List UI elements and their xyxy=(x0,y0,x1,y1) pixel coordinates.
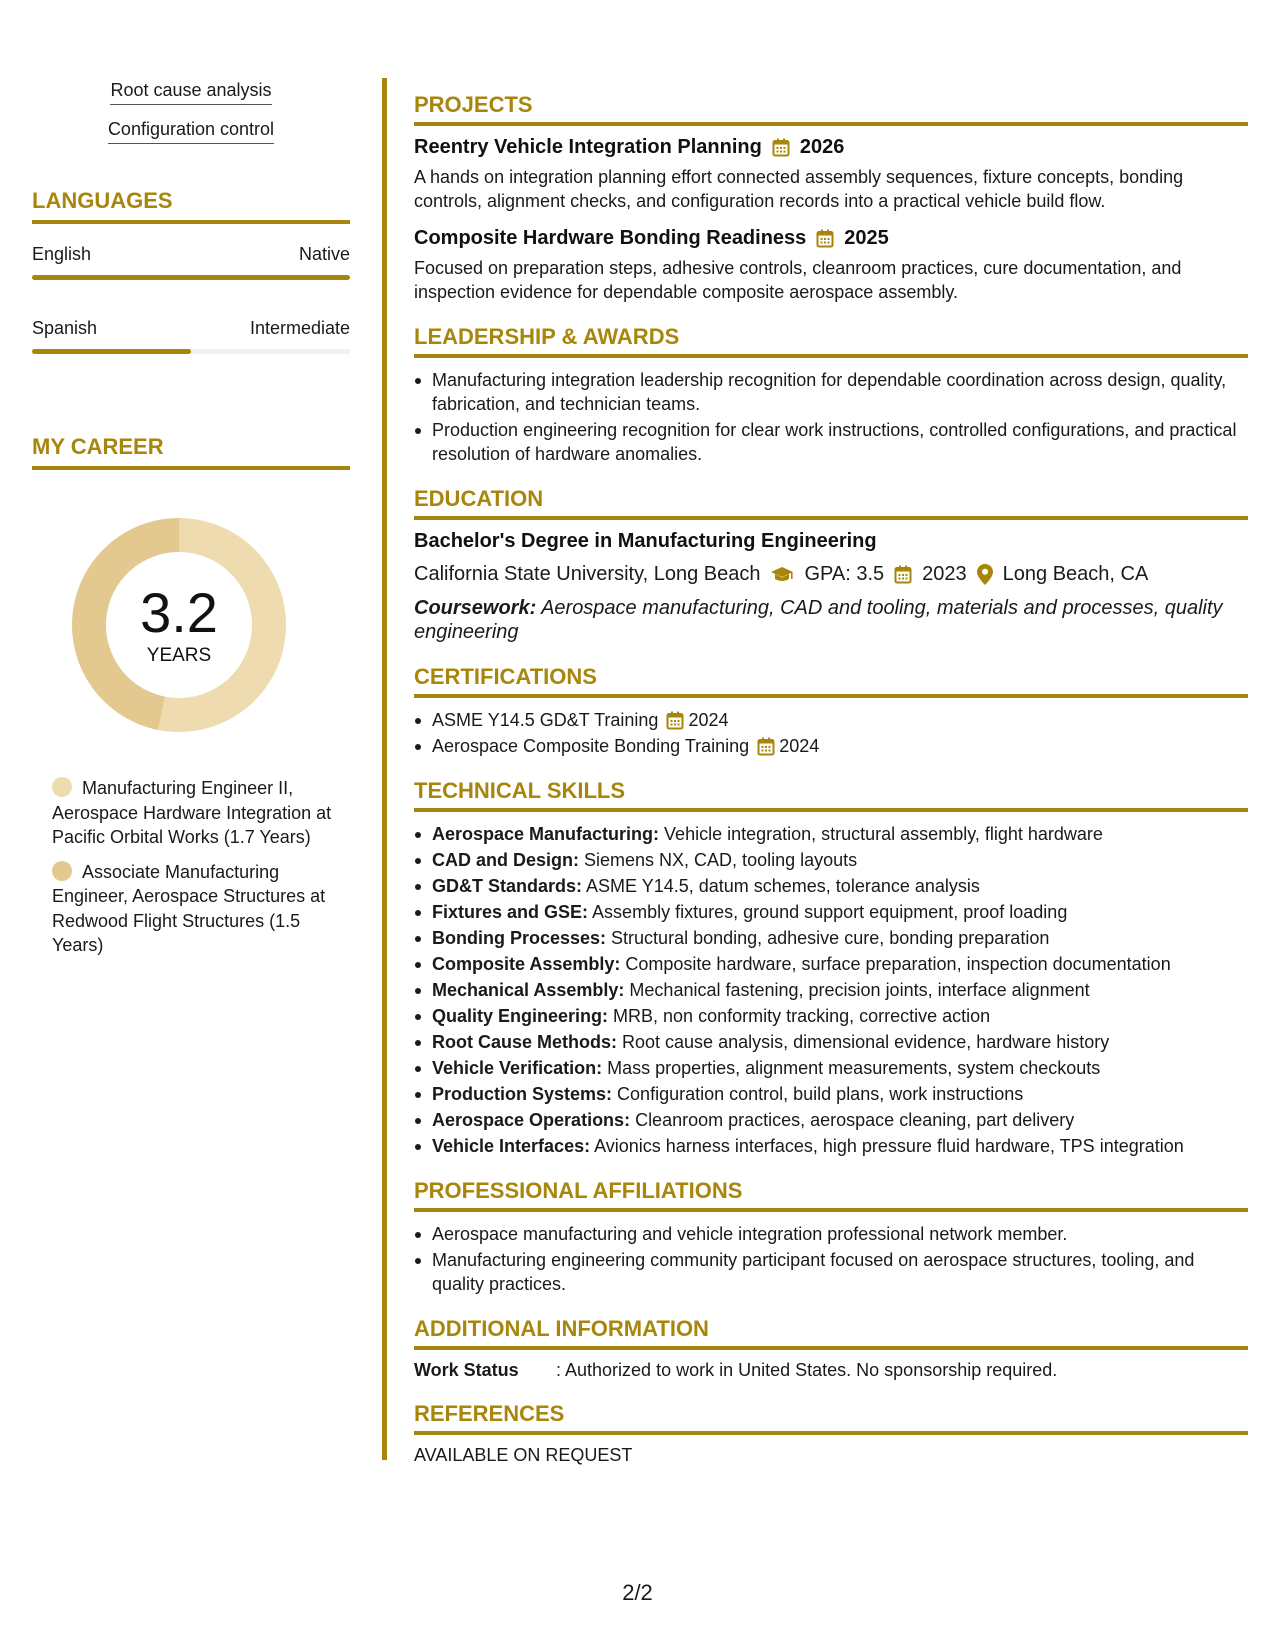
leadership-section xyxy=(414,324,1248,466)
skill-label: Vehicle Interfaces: xyxy=(432,1136,591,1156)
project-item xyxy=(414,227,1248,304)
skill-item xyxy=(414,1108,1248,1132)
skill-item xyxy=(414,1004,1248,1028)
skill-item xyxy=(414,1134,1248,1158)
language-item xyxy=(32,318,350,354)
calendar-icon xyxy=(757,737,775,756)
skill-text: Vehicle integration, structural assembly, flight hardware xyxy=(659,824,1103,844)
skills-list xyxy=(414,822,1248,1158)
coursework-text: Aerospace manufacturing, CAD and tooling, materials and processes, quality engineering xyxy=(414,597,1223,643)
section-heading: EDUCATION xyxy=(414,486,1248,520)
skill-label: CAD and Design: xyxy=(432,850,580,870)
career-total-unit: YEARS xyxy=(146,645,212,666)
certification-name: ASME Y14.5 GD&T Training xyxy=(432,710,659,730)
section-heading: PROJECTS xyxy=(414,92,1248,126)
references-text: AVAILABLE ON REQUEST xyxy=(414,1445,633,1465)
language-name: English xyxy=(32,244,92,264)
education-details xyxy=(414,563,1248,586)
skills-section xyxy=(414,778,1248,1158)
skill-text: Mechanical fastening, precision joints, interface alignment xyxy=(624,980,1090,1000)
skill-item xyxy=(414,1056,1248,1080)
school-name: California State University, Long Beach xyxy=(414,563,761,585)
skill-item xyxy=(414,978,1248,1002)
section-heading: PROFESSIONAL AFFILIATIONS xyxy=(414,1178,1248,1212)
additional-info-section xyxy=(414,1316,1248,1381)
skill-label: Fixtures and GSE: xyxy=(432,902,589,922)
language-bar-fill xyxy=(32,275,350,280)
project-description: A hands on integration planning effort connected assembly sequences, fixture concepts, bonding controls, alignment checks, and configuration records into a practical vehicle build flow. xyxy=(414,167,1184,211)
section-heading: CERTIFICATIONS xyxy=(414,664,1248,698)
skill-text: Configuration control, build plans, work instructions xyxy=(612,1084,1024,1104)
skill-label: Vehicle Verification: xyxy=(432,1058,603,1078)
section-heading: TECHNICAL SKILLS xyxy=(414,778,1248,812)
skill-tag: Configuration control xyxy=(108,119,274,144)
skill-label: Production Systems: xyxy=(432,1084,613,1104)
skill-label: Aerospace Manufacturing: xyxy=(432,824,660,844)
calendar-icon xyxy=(816,229,834,248)
projects-section xyxy=(414,92,1248,304)
skill-tag: Root cause analysis xyxy=(110,80,271,105)
skill-text: Assembly fixtures, ground support equipment, proof loading xyxy=(588,902,1068,922)
gpa: GPA: 3.5 xyxy=(804,563,885,585)
references-section xyxy=(414,1401,1248,1466)
career-legend-item xyxy=(52,776,350,850)
skill-item xyxy=(414,848,1248,872)
skill-text: Root cause analysis, dimensional evidence, hardware history xyxy=(617,1032,1110,1052)
language-level: Native xyxy=(298,244,350,264)
skill-text: ASME Y14.5, datum schemes, tolerance analysis xyxy=(582,876,980,896)
education-section xyxy=(414,486,1248,644)
project-item xyxy=(414,136,1248,213)
skill-text: Composite hardware, surface preparation, inspection documentation xyxy=(620,954,1171,974)
info-label: Work Status xyxy=(414,1360,519,1380)
graduation-cap-icon xyxy=(770,566,794,584)
skill-text: MRB, non conformity tracking, corrective action xyxy=(608,1006,991,1026)
legend-dot-icon xyxy=(52,777,72,797)
project-title: Reentry Vehicle Integration Planning xyxy=(414,136,762,158)
list-item: Production engineering recognition for clear work instructions, controlled configurations, and practical resolution of hardware anomalies. xyxy=(414,418,1248,466)
project-title: Composite Hardware Bonding Readiness xyxy=(414,227,807,249)
sidebar xyxy=(32,80,350,968)
skill-text: Siemens NX, CAD, tooling layouts xyxy=(579,850,858,870)
skill-label: Bonding Processes: xyxy=(432,928,607,948)
list-item: Manufacturing integration leadership recognition for dependable coordination across design, quality, fabrication, and technician teams. xyxy=(414,368,1248,416)
skill-label: Root Cause Methods: xyxy=(432,1032,618,1052)
school-location: Long Beach, CA xyxy=(1002,563,1149,585)
column-divider xyxy=(382,78,387,1460)
graduation-year: 2023 xyxy=(922,563,967,585)
project-description: Focused on preparation steps, adhesive controls, cleanroom practices, cure documentation, and inspection evidence for dependable composite aerospace assembly. xyxy=(414,258,1182,302)
coursework xyxy=(414,596,1248,644)
career-legend-label: Associate Manufacturing Engineer, Aerospace Structures at Redwood Flight Structures (1.5 Years) xyxy=(52,861,326,955)
project-year: 2026 xyxy=(799,136,845,158)
section-heading: LEADERSHIP & AWARDS xyxy=(414,324,1248,358)
language-level: Intermediate xyxy=(249,318,350,338)
section-heading: REFERENCES xyxy=(414,1401,1248,1435)
list-item: Aerospace manufacturing and vehicle integration professional network member. xyxy=(414,1222,1248,1246)
skill-item xyxy=(414,822,1248,846)
calendar-icon xyxy=(772,138,790,157)
career-donut-chart xyxy=(66,512,292,738)
location-pin-icon xyxy=(977,564,993,585)
career-legend-item xyxy=(52,860,350,958)
info-value: : Authorized to work in United States. No sponsorship required. xyxy=(556,1360,1058,1380)
certification-name: Aerospace Composite Bonding Training xyxy=(432,736,750,756)
skill-label: Mechanical Assembly: xyxy=(432,980,625,1000)
calendar-icon xyxy=(666,711,684,730)
legend-dot-icon xyxy=(52,861,72,881)
career-legend xyxy=(32,776,350,958)
skill-item xyxy=(414,874,1248,898)
certification-item xyxy=(414,708,1248,732)
career-heading: MY CAREER xyxy=(32,434,350,470)
language-bar-fill xyxy=(32,349,191,354)
career-legend-label: Manufacturing Engineer II, Aerospace Hardware Integration at Pacific Orbital Works (1.7 Years) xyxy=(52,778,332,847)
skill-item xyxy=(414,952,1248,976)
skill-text: Structural bonding, adhesive cure, bonding preparation xyxy=(606,928,1050,948)
skill-label: GD&T Standards: xyxy=(432,876,583,896)
skill-label: Quality Engineering: xyxy=(432,1006,609,1026)
skill-label: Composite Assembly: xyxy=(432,954,621,974)
skill-text: Mass properties, alignment measurements, system checkouts xyxy=(602,1058,1101,1078)
skill-text: Avionics harness interfaces, high pressure fluid hardware, TPS integration xyxy=(590,1136,1184,1156)
language-name: Spanish xyxy=(32,318,98,338)
skill-text: Cleanroom practices, aerospace cleaning, part delivery xyxy=(630,1110,1075,1130)
section-heading: ADDITIONAL INFORMATION xyxy=(414,1316,1248,1350)
page-number: 2/2 xyxy=(622,1580,653,1605)
skill-item xyxy=(414,1030,1248,1054)
skill-label: Aerospace Operations: xyxy=(432,1110,631,1130)
language-bar xyxy=(32,275,350,280)
degree-title: Bachelor's Degree in Manufacturing Engineering xyxy=(414,530,877,552)
skill-item xyxy=(414,926,1248,950)
languages-heading: LANGUAGES xyxy=(32,188,350,224)
info-row xyxy=(414,1360,1248,1381)
project-year: 2025 xyxy=(844,227,889,249)
certification-year: 2024 xyxy=(779,736,820,756)
language-item xyxy=(32,244,350,280)
certification-item xyxy=(414,734,1248,758)
main-content xyxy=(414,92,1248,1486)
certification-year: 2024 xyxy=(688,710,729,730)
skill-item xyxy=(414,900,1248,924)
list-item: Manufacturing engineering community participant focused on aerospace structures, tooling, and quality practices. xyxy=(414,1248,1248,1296)
language-bar xyxy=(32,349,350,354)
affiliations-section xyxy=(414,1178,1248,1296)
skill-tag-list xyxy=(32,80,350,144)
calendar-icon xyxy=(894,565,912,584)
skill-item xyxy=(414,1082,1248,1106)
coursework-label: Coursework: xyxy=(414,597,537,619)
career-total-years: 3.2 xyxy=(140,581,218,644)
certifications-section xyxy=(414,664,1248,758)
